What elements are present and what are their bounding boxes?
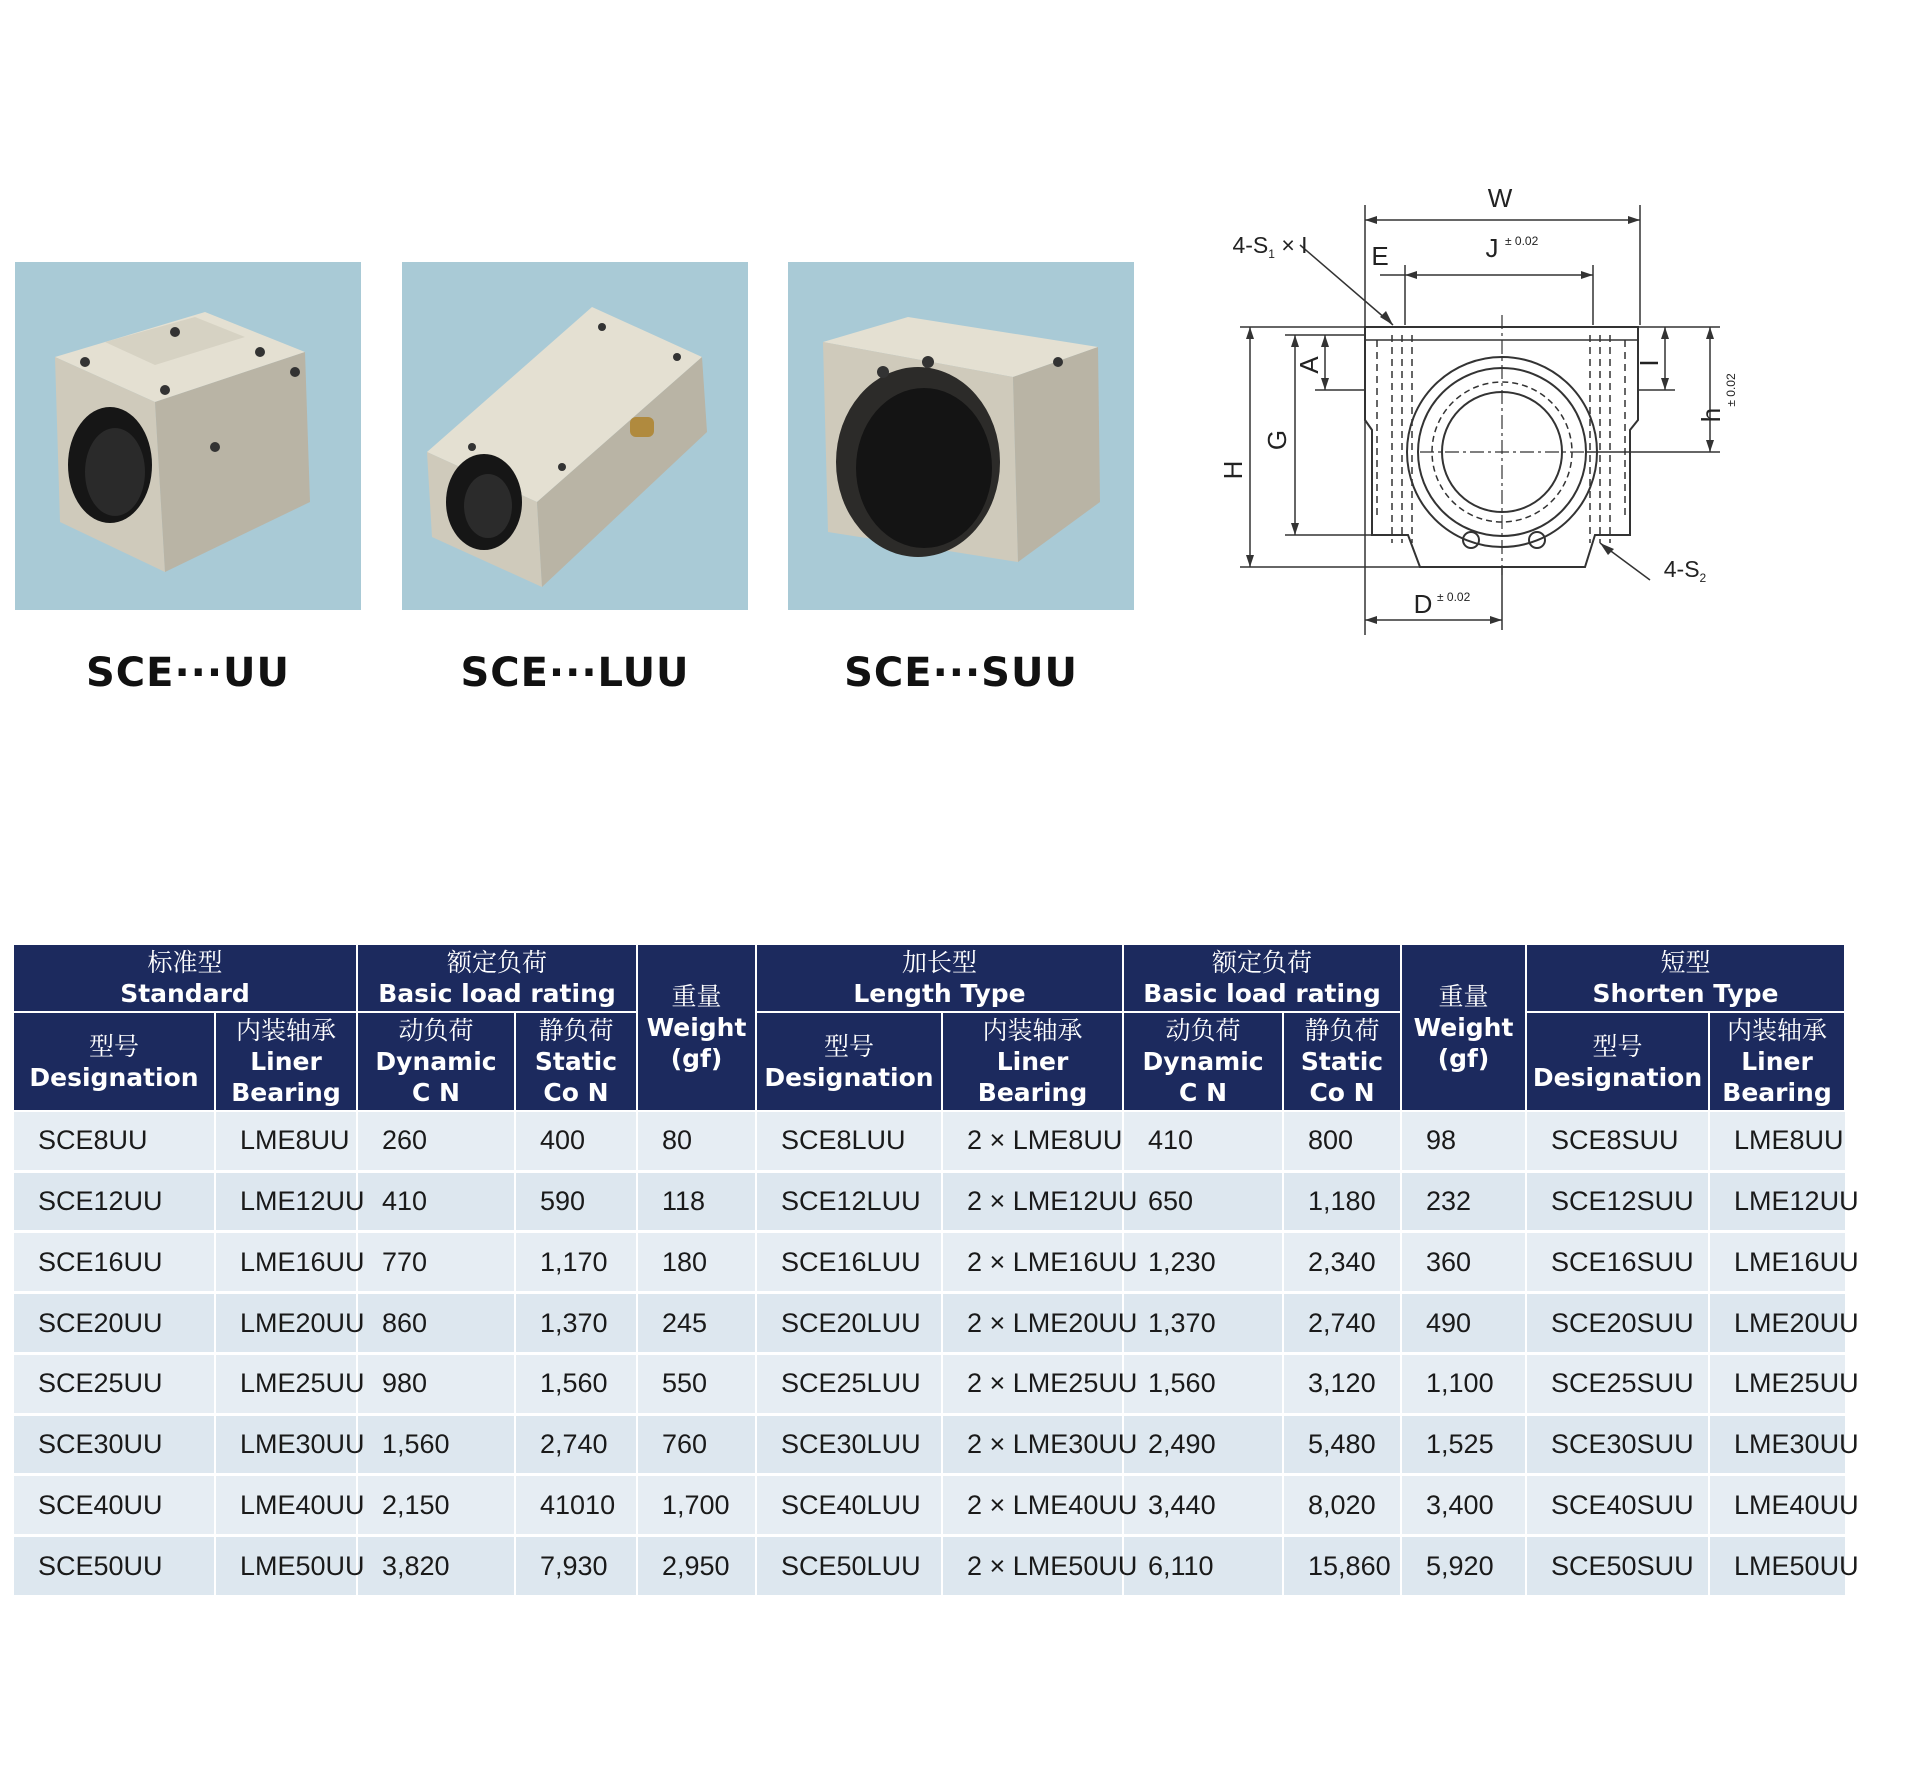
- header-length-type: 加长型 Length Type: [756, 944, 1123, 1012]
- cell-dynamic: 650: [1123, 1171, 1283, 1232]
- label-H: H: [1218, 460, 1248, 480]
- label-G: G: [1262, 429, 1292, 451]
- cell-dynamic: 1,560: [1123, 1353, 1283, 1414]
- cell-dynamic: 1,370: [1123, 1293, 1283, 1354]
- cell-dynamic: 6,110: [1123, 1536, 1283, 1597]
- cell-dynamic: 770: [357, 1232, 515, 1293]
- standard-block-image: [15, 262, 361, 610]
- cell-liner-bearing: LME40UU: [215, 1475, 357, 1536]
- cell-designation: SCE25UU: [13, 1353, 215, 1414]
- cell-designation: SCE12LUU: [756, 1171, 942, 1232]
- cell-designation: SCE25LUU: [756, 1353, 942, 1414]
- table-row: [13, 1111, 1845, 1171]
- cell-designation: SCE40SUU: [1526, 1475, 1709, 1536]
- cell-static: 590: [515, 1171, 637, 1232]
- header-shorten-type: 短型 Shorten Type: [1526, 944, 1845, 1012]
- cell-static: 7,930: [515, 1536, 637, 1597]
- cell-liner-bearing: LME25UU: [215, 1353, 357, 1414]
- cell-weight: 245: [637, 1293, 756, 1354]
- cell-designation: SCE25SUU: [1526, 1353, 1709, 1414]
- cell-static: 1,370: [515, 1293, 637, 1354]
- cell-designation: SCE16UU: [13, 1232, 215, 1293]
- cell-designation: SCE16SUU: [1526, 1232, 1709, 1293]
- table-row: [13, 1293, 1845, 1354]
- cell-dynamic: 1,230: [1123, 1232, 1283, 1293]
- cell-liner-bearing: 2 × LME25UU: [942, 1353, 1123, 1414]
- cell-weight: 360: [1401, 1232, 1526, 1293]
- cell-designation: SCE20LUU: [756, 1293, 942, 1354]
- table-group-header-row: [13, 944, 1845, 1012]
- header-load-rating: 额定负荷 Basic load rating: [357, 944, 637, 1012]
- cell-dynamic: 410: [357, 1171, 515, 1232]
- cell-designation: SCE8UU: [13, 1111, 215, 1171]
- cell-dynamic: 860: [357, 1293, 515, 1354]
- header-dynamic: 动负荷 Dynamic C N: [357, 1012, 515, 1111]
- cell-dynamic: 980: [357, 1353, 515, 1414]
- label-D-tolerance: ± 0.02: [1437, 590, 1471, 604]
- specification-table: [12, 943, 1859, 1598]
- table-sub-header-row: [13, 1012, 1845, 1111]
- photo-shorten-block: [788, 262, 1134, 610]
- cell-dynamic: 3,440: [1123, 1475, 1283, 1536]
- cell-weight: 1,100: [1401, 1353, 1526, 1414]
- cell-dynamic: 410: [1123, 1111, 1283, 1171]
- cell-designation: SCE30LUU: [756, 1414, 942, 1475]
- cell-designation: SCE12UU: [13, 1171, 215, 1232]
- label-h-tolerance: ± 0.02: [1724, 373, 1738, 407]
- photo-standard-block: [15, 262, 361, 610]
- cell-designation: SCE50UU: [13, 1536, 215, 1597]
- cell-static: 5,480: [1283, 1414, 1401, 1475]
- length-block-image: [402, 262, 748, 610]
- label-W: W: [1487, 183, 1513, 213]
- header-dynamic: 动负荷 Dynamic C N: [1123, 1012, 1283, 1111]
- cell-liner-bearing: 2 × LME20UU: [942, 1293, 1123, 1354]
- table-row: [13, 1475, 1845, 1536]
- cell-designation: SCE20UU: [13, 1293, 215, 1354]
- table-body: [13, 1111, 1859, 1597]
- header-weight: 重量 Weight (gf): [1401, 944, 1526, 1111]
- cell-liner-bearing: 2 × LME8UU: [942, 1111, 1123, 1171]
- label-S2: $4-S_2$: [1663, 556, 1707, 585]
- cell-weight: 98: [1401, 1111, 1526, 1171]
- cell-liner-bearing: LME50UU: [1709, 1536, 1845, 1597]
- header-designation: 型号 Designation: [13, 1012, 215, 1111]
- cell-liner-bearing: LME16UU: [1709, 1232, 1845, 1293]
- cell-liner-bearing: LME20UU: [1709, 1293, 1845, 1354]
- cell-liner-bearing: 2 × LME50UU: [942, 1536, 1123, 1597]
- cell-designation: SCE16LUU: [756, 1232, 942, 1293]
- cell-dynamic: 1,560: [357, 1414, 515, 1475]
- cell-liner-bearing: 2 × LME40UU: [942, 1475, 1123, 1536]
- cell-liner-bearing: LME25UU: [1709, 1353, 1845, 1414]
- cell-static: 400: [515, 1111, 637, 1171]
- cell-weight: 80: [637, 1111, 756, 1171]
- cell-liner-bearing: LME20UU: [215, 1293, 357, 1354]
- cell-dynamic: 260: [357, 1111, 515, 1171]
- header-liner-bearing: 内装轴承 Liner Bearing: [215, 1012, 357, 1111]
- caption-length: SCE···LUU: [460, 650, 690, 696]
- cell-weight: 232: [1401, 1171, 1526, 1232]
- cell-liner-bearing: LME50UU: [215, 1536, 357, 1597]
- cell-dynamic: 2,490: [1123, 1414, 1283, 1475]
- cell-designation: SCE12SUU: [1526, 1171, 1709, 1232]
- header-weight: 重量 Weight (gf): [637, 944, 756, 1111]
- header-liner-bearing: 内装轴承 Liner Bearing: [1709, 1012, 1845, 1111]
- cell-static: 1,180: [1283, 1171, 1401, 1232]
- header-designation: 型号 Designation: [756, 1012, 942, 1111]
- cell-weight: 5,920: [1401, 1536, 1526, 1597]
- cell-designation: SCE8SUU: [1526, 1111, 1709, 1171]
- cell-designation: SCE50LUU: [756, 1536, 942, 1597]
- label-A: A: [1294, 356, 1324, 374]
- cell-static: 1,170: [515, 1232, 637, 1293]
- cell-liner-bearing: LME12UU: [215, 1171, 357, 1232]
- label-E: E: [1371, 241, 1389, 271]
- header-load-rating: 额定负荷 Basic load rating: [1123, 944, 1401, 1012]
- cell-liner-bearing: LME8UU: [215, 1111, 357, 1171]
- table-row: [13, 1171, 1845, 1232]
- label-J-tolerance: ± 0.02: [1505, 234, 1539, 248]
- cell-liner-bearing: 2 × LME12UU: [942, 1171, 1123, 1232]
- cell-liner-bearing: LME30UU: [215, 1414, 357, 1475]
- header-static: 静负荷 Static Co N: [515, 1012, 637, 1111]
- cell-static: 2,740: [1283, 1293, 1401, 1354]
- cell-designation: SCE30SUU: [1526, 1414, 1709, 1475]
- header-standard: 标准型 Standard: [13, 944, 357, 1012]
- cell-liner-bearing: LME16UU: [215, 1232, 357, 1293]
- cell-dynamic: 2,150: [357, 1475, 515, 1536]
- cell-designation: SCE40UU: [13, 1475, 215, 1536]
- label-h: h: [1696, 407, 1726, 423]
- cell-weight: 1,700: [637, 1475, 756, 1536]
- header-static: 静负荷 Static Co N: [1283, 1012, 1401, 1111]
- cell-weight: 118: [637, 1171, 756, 1232]
- cell-weight: 3,400: [1401, 1475, 1526, 1536]
- header-designation: 型号 Designation: [1526, 1012, 1709, 1111]
- cell-liner-bearing: LME8UU: [1709, 1111, 1845, 1171]
- cell-static: 15,860: [1283, 1536, 1401, 1597]
- cell-liner-bearing: LME40UU: [1709, 1475, 1845, 1536]
- caption-standard: SCE···UU: [85, 650, 291, 696]
- table-row: [13, 1353, 1845, 1414]
- label-D: D: [1413, 589, 1433, 619]
- shorten-block-image: [788, 262, 1134, 610]
- cell-static: 8,020: [1283, 1475, 1401, 1536]
- cell-liner-bearing: 2 × LME16UU: [942, 1232, 1123, 1293]
- cell-static: 1,560: [515, 1353, 637, 1414]
- cell-designation: SCE40LUU: [756, 1475, 942, 1536]
- cell-static: 800: [1283, 1111, 1401, 1171]
- label-J: J: [1485, 233, 1499, 263]
- caption-shorten: SCE···SUU: [844, 650, 1078, 696]
- cell-weight: 2,950: [637, 1536, 756, 1597]
- cell-liner-bearing: LME30UU: [1709, 1414, 1845, 1475]
- cell-static: 2,340: [1283, 1232, 1401, 1293]
- cell-designation: SCE50SUU: [1526, 1536, 1709, 1597]
- dimension-drawing: [1180, 175, 1800, 645]
- cell-static: 2,740: [515, 1414, 637, 1475]
- cell-liner-bearing: 2 × LME30UU: [942, 1414, 1123, 1475]
- cell-weight: 1,525: [1401, 1414, 1526, 1475]
- photo-length-block: [402, 262, 748, 610]
- cell-dynamic: 3,820: [357, 1536, 515, 1597]
- label-S1: $4-S_1 \times I$: [1232, 232, 1308, 261]
- cell-designation: SCE20SUU: [1526, 1293, 1709, 1354]
- cell-static: 3,120: [1283, 1353, 1401, 1414]
- cell-static: 41010: [515, 1475, 637, 1536]
- table-row: [13, 1232, 1845, 1293]
- cell-weight: 550: [637, 1353, 756, 1414]
- header-liner-bearing: 内装轴承 Liner Bearing: [942, 1012, 1123, 1111]
- cell-weight: 180: [637, 1232, 756, 1293]
- label-I: I: [1634, 359, 1664, 367]
- table-row: [13, 1414, 1845, 1475]
- cell-designation: SCE30UU: [13, 1414, 215, 1475]
- cell-liner-bearing: LME12UU: [1709, 1171, 1845, 1232]
- cell-designation: SCE8LUU: [756, 1111, 942, 1171]
- cell-weight: 760: [637, 1414, 756, 1475]
- cell-weight: 490: [1401, 1293, 1526, 1354]
- table-row: [13, 1536, 1845, 1597]
